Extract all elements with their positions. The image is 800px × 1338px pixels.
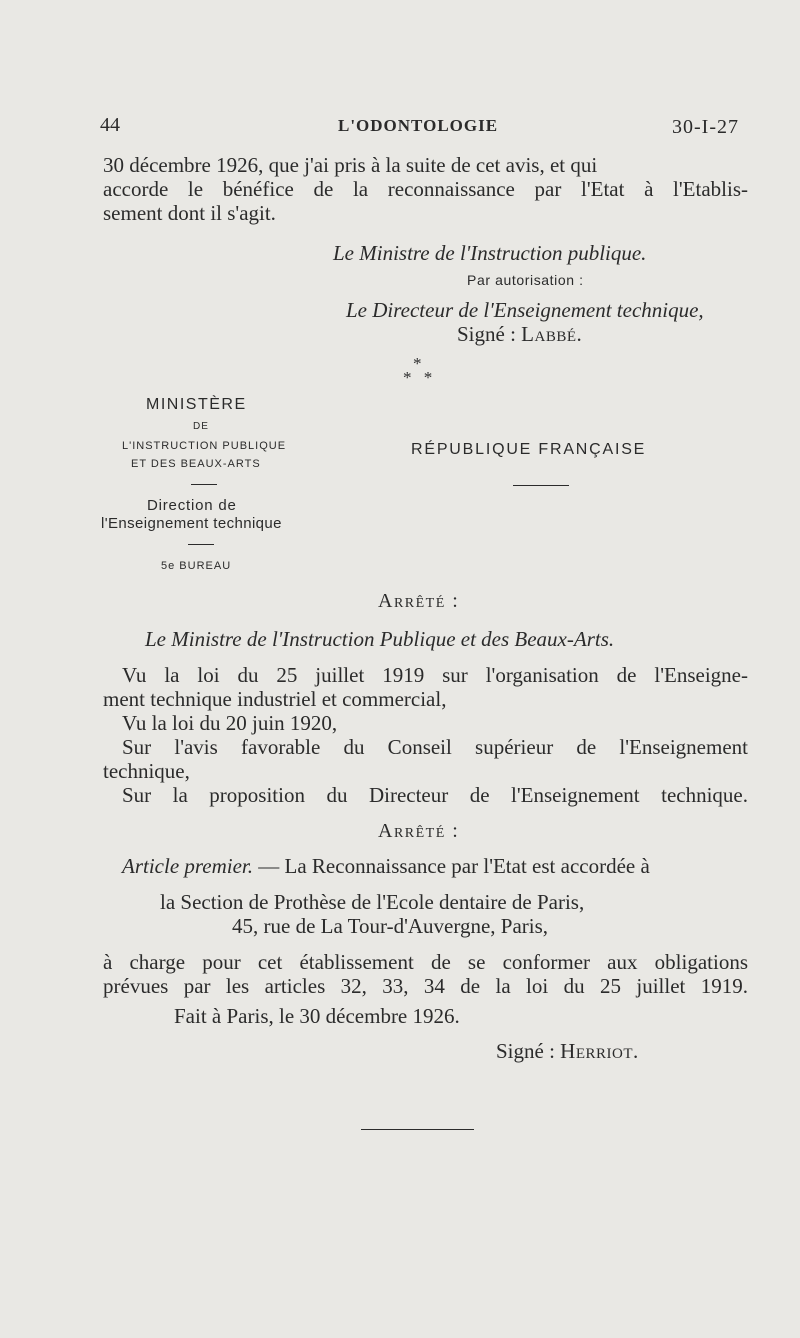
article-label: Article premier. bbox=[122, 854, 254, 878]
page-number: 44 bbox=[100, 114, 120, 136]
article-line-3: 45, rue de La Tour-d'Auvergne, Paris, bbox=[232, 914, 549, 938]
signed-prefix: Signé : bbox=[496, 1039, 561, 1063]
ministry-de: DE bbox=[193, 421, 209, 432]
article-text: — La Reconnaissance par l'Etat est accordée à bbox=[253, 854, 650, 878]
signer-name-labbe: Labbé. bbox=[521, 322, 583, 346]
arrete-heading-2: Arrêté : bbox=[378, 820, 460, 842]
intro-line-1: 30 décembre 1926, que j'ai pris à la suite de cet avis, et qui bbox=[103, 153, 598, 177]
herriot-signature bbox=[496, 1039, 639, 1064]
republic-heading: RÉPUBLIQUE FRANÇAISE bbox=[411, 441, 647, 458]
consideration-line-1: Vu la loi du 25 juillet 1919 sur l'organisation de l'Enseigne- bbox=[122, 663, 748, 687]
enseignement-technique-label: l'Enseignement technique bbox=[101, 515, 282, 532]
bureau-label: 5e BUREAU bbox=[161, 560, 232, 572]
intro-line-2: accorde le bénéfice de la reconnaissance par l'Etat à l'Etablis- bbox=[103, 177, 748, 201]
signer-name-herriot: Herriot. bbox=[560, 1039, 639, 1063]
asterism-bottom: * * bbox=[403, 368, 437, 387]
director-signature-title: Le Directeur de l'Enseignement technique, bbox=[346, 298, 704, 322]
article-line-5: prévues par les articles 32, 33, 34 de la loi du 25 juillet 1919. bbox=[103, 974, 748, 998]
asterism-top: * bbox=[413, 354, 422, 373]
consideration-line-4: Sur l'avis favorable du Conseil supérieur de l'Enseignement bbox=[122, 735, 748, 759]
minister-decree-line: Le Ministre de l'Instruction Publique et des Beaux-Arts. bbox=[145, 627, 615, 651]
left-rule-2 bbox=[188, 544, 214, 545]
intro-line-3: sement dont il s'agit. bbox=[103, 201, 276, 225]
direction-label: Direction de bbox=[147, 497, 237, 514]
consideration-line-3: Vu la loi du 20 juin 1920, bbox=[122, 711, 338, 735]
arrete-heading-1: Arrêté : bbox=[378, 590, 460, 612]
end-rule bbox=[361, 1129, 474, 1130]
consideration-line-5: technique, bbox=[103, 759, 190, 783]
header-date: 30-I-27 bbox=[672, 116, 739, 138]
article-line-2: la Section de Prothèse de l'Ecole dentaire de Paris, bbox=[160, 890, 585, 914]
ministry-beaux-arts: ET DES BEAUX-ARTS bbox=[131, 458, 261, 470]
labbe-signature bbox=[457, 322, 582, 347]
signed-prefix: Signé : bbox=[457, 322, 522, 346]
republic-rule bbox=[513, 485, 569, 486]
article-line-1 bbox=[122, 854, 748, 879]
article-line-4: à charge pour cet établissement de se conformer aux obligations bbox=[103, 950, 748, 974]
ministry-label: MINISTÈRE bbox=[146, 396, 247, 413]
ministry-instruction: L'INSTRUCTION PUBLIQUE bbox=[122, 440, 287, 452]
fait-a-paris-line: Fait à Paris, le 30 décembre 1926. bbox=[174, 1004, 460, 1028]
journal-title: L'ODONTOLOGIE bbox=[338, 116, 499, 135]
consideration-line-6: Sur la proposition du Directeur de l'Enseignement technique. bbox=[122, 783, 748, 807]
authorization-line: Par autorisation : bbox=[467, 272, 584, 288]
left-rule-1 bbox=[191, 484, 217, 485]
minister-signature-title: Le Ministre de l'Instruction publique. bbox=[333, 241, 647, 265]
consideration-line-2: ment technique industriel et commercial, bbox=[103, 687, 447, 711]
